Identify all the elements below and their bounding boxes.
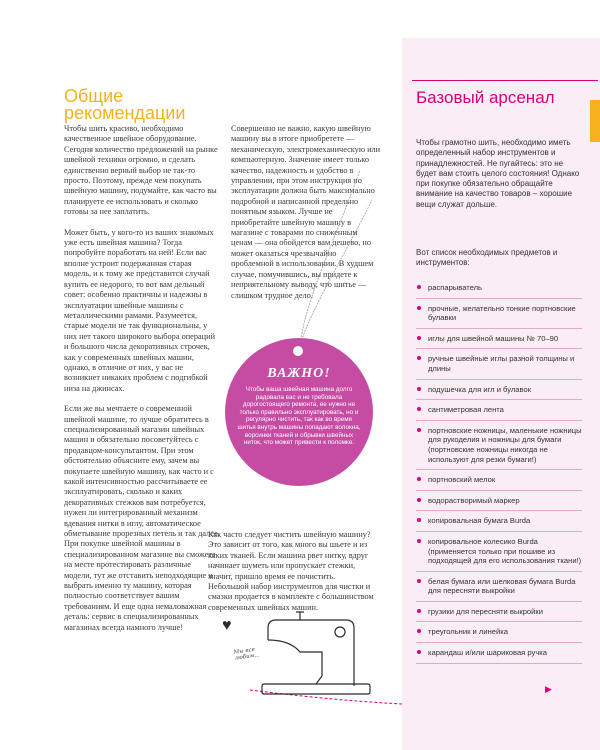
bullet-icon: [417, 629, 421, 633]
bullet-icon: [417, 428, 421, 432]
tag-title: ВАЖНО!: [267, 366, 331, 381]
list-item: копировальное колесико Burda (применяется только при пошиве из подходящей для его использования ткани!): [416, 532, 582, 572]
list-item: подушечка для игл и булавок: [416, 380, 582, 401]
list-item: распарыватель: [416, 278, 582, 299]
sidebar-basic-kit: [402, 38, 600, 750]
list-item: сантиметровая лента: [416, 400, 582, 421]
list-item: белая бумага или шелковая бумага Burda для пересняти выкройки: [416, 572, 582, 602]
bullet-icon: [417, 539, 421, 543]
list-item: ручные швейные иглы разной толщины и длины: [416, 349, 582, 379]
list-item: прочные, желательно тонкие портновские булавки: [416, 299, 582, 329]
bullet-icon: [417, 650, 421, 654]
list-item: треугольник и линейка: [416, 622, 582, 643]
bullet-icon: [417, 518, 421, 522]
doodle-caption: Мы все любим…: [233, 646, 261, 662]
bullet-icon: [417, 498, 421, 502]
sidebar-intro: Чтобы грамотно шить, необходимо иметь определенный набор инструментов и принадлежностей. Не пугайтесь: это не будет вам стоить целого состояния! Однако при покупке обязательно обращайте внимание на качество товаров – хорошие вещи служат дольше.: [416, 138, 580, 209]
bullet-icon: [417, 336, 421, 340]
list-item: портновские ножницы, маленькие ножницы для рукоделия и ножницы для бумаги (портновские ножницы никогда не используют для резки бумаги!): [416, 421, 582, 470]
list-item: иглы для швейной машины № 70–90: [416, 329, 582, 350]
heart-icon: ♥: [222, 617, 232, 634]
section-tab: [590, 100, 600, 142]
list-item: карандаш и/или шариковая ручка: [416, 643, 582, 664]
bullet-icon: [417, 285, 421, 289]
bullet-icon: [417, 356, 421, 360]
paragraph: Чтобы шить красиво, необходимо качественное швейное оборудование. Сегодня количество предложений на рынке швейной техники огромно, и сделать единственно верный выбор не так-то просто. Поэтому, прежде чем покупать швейную машину, подумайте, как часто вы планируете ее использовать и сколько готовы за нее заплатить.: [64, 124, 218, 217]
paragraph: Если же вы мечтаете о современной швейной машине, то лучше обратитесь в специализированный магазин швейных машин и обязательно посоветуйтесь с продавцом-консультантом. При этом обстоятельно объясните ему, зачем вы покупаете швейную машину, как часто и с какой интенсивностью рассчитываете ее эксплуатировать, сколько и каких декоративных стежков вам потребуется, нужен ли интегрированный механизм вдевания нитки в иглу, автоматическое обметывание прорезных петель и так далее. При покупке швейной машины в специализированном магазине вы сможете на месте протестировать различные модели, тут же отставить неподходящие и выбрать именно ту машину, которая полностью соответствует вашим требованиям. И еще одна немаловажная деталь: сервис в специализированных магазинах всегда намного лучше!: [64, 404, 220, 632]
arrow-right-icon: ▶: [545, 684, 552, 694]
sidebar-list-heading: Вот список необходимых предметов и инструментов:: [416, 248, 558, 268]
bullet-icon: [417, 579, 421, 583]
divider: [412, 80, 598, 81]
bullet-icon: [417, 387, 421, 391]
paragraph: Как часто следует чистить швейную машину? Это зависит от того, как много вы шьете и из каких тканей. Если машина рвет нитку, вдруг начинает шуметь или пропускает стежки, значит, пришло время ее почистить. Небольшой набор инструментов для чистки и смазки продается в комплекте с большинством современных швейных машин.: [208, 530, 374, 612]
list-item: водорастворимый маркер: [416, 491, 582, 512]
paragraph: Совершенно не важно, какую швейную машину вы в итоге приобретете — механическую, электромеханическую или компьютерную. Значение имеет только качество, надежность и удобство в управлении, при этом инструкция по эксплуатации должна быть максимально подробной и написанной предельно понятным языком. Лучше не приобретайте швейную машину в магазине с товарами по сниженным ценам — она обойдется вам дешево, но может оказаться чрезвычайно проблемной в использовании. В худшем случае, помучившись, вы придете к неприятельному выводу, что шитье — слишком трудное дело.: [231, 124, 381, 300]
bullet-icon: [417, 477, 421, 481]
list-item: копировальная бумага Burda: [416, 511, 582, 532]
bullet-icon: [417, 306, 421, 310]
tag-text: Чтобы ваша швейная машина долго радовала вас и не требовала дорогостоящего ремонта, ее нужно не только правильно эксплуатировать, но и регулярно чистить, так как во время шитья внутрь машины попадают волокна, ворсинки тканей и обрывки швейных ниток, что может привести к поломке.: [237, 386, 361, 447]
bullet-icon: [417, 407, 421, 411]
section-heading-general: Общие рекомендации: [64, 86, 186, 123]
list-item: грузики для пересняти выкройки: [416, 602, 582, 623]
bullet-icon: [417, 609, 421, 613]
list-item: портновский мелок: [416, 470, 582, 491]
paragraph: Может быть, у кого-то из ваших знакомых уже есть швейная машина? Тогда попробуйте поработать на ней! Если вас вполне устроит подержанная старая модель, и к тому же представится случай купить ее недорого, то вот вам дельный совет: особенно практичны и надежны в эксплуатации швейные машины с металлическими рамами. Разумеется, старые модели не так функциональны, у них нет такого широкого выбора операций и большого числа декоративных строчек, как у современных швейных машин, однако, в отличие от них, у вас не возникнет никаких проблем с подгибкой низа на джинсах.: [64, 227, 216, 393]
sidebar-heading: Базовый арсенал: [416, 88, 555, 107]
tool-list: [416, 278, 582, 664]
